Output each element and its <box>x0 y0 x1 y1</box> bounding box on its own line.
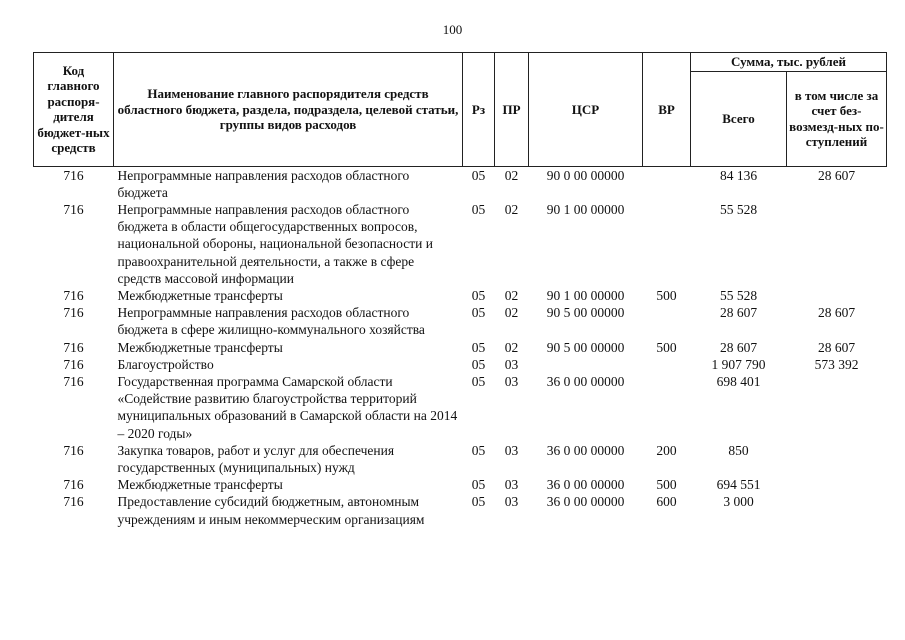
header-sum: Сумма, тыс. рублей <box>691 53 887 72</box>
table-row <box>34 201 887 287</box>
row-total: 3 000 <box>723 494 754 510</box>
row-code: 716 <box>63 477 84 493</box>
row-rz: 05 <box>471 494 486 510</box>
row-code: 716 <box>63 305 84 321</box>
row-name: Предоставление субсидий бюджетным, автономным учреждениям и иным некоммерческим организациям <box>117 494 425 527</box>
row-vr <box>643 304 691 338</box>
header-csr: ЦСР <box>529 53 643 167</box>
row-name: Благоустройство <box>117 356 214 372</box>
table-row <box>34 493 887 527</box>
row-csr <box>529 356 643 373</box>
row-name: Непрограммные направления расходов областного бюджета в сфере жилищно-коммунального хозяйства <box>117 305 425 338</box>
table-row <box>34 442 887 476</box>
row-name: Государственная программа Самарской области «Содействие развитию благоустройства территорий муниципальных образований в Самарской области на 2014 – 2020 годы» <box>117 373 458 441</box>
page-number: 100 <box>442 22 463 37</box>
header-pr: ПР <box>495 53 529 167</box>
row-csr: 36 0 00 00000 <box>546 442 625 458</box>
header-code: Код главного распоря-дителя бюджет-ных средств <box>34 53 114 167</box>
row-free: 573 392 <box>814 356 859 372</box>
table-row <box>34 287 887 304</box>
row-name: Межбюджетные трансферты <box>117 287 283 303</box>
row-code: 716 <box>63 442 84 458</box>
header-free: в том числе за счет без-возмезд-ных по-ступлений <box>787 71 887 166</box>
row-vr: 200 <box>656 442 677 458</box>
table-body <box>34 166 887 528</box>
row-free <box>787 373 887 442</box>
row-vr <box>643 356 691 373</box>
row-pr: 02 <box>504 305 519 321</box>
row-code: 716 <box>63 201 84 217</box>
header-vr: ВР <box>643 53 691 167</box>
table-row <box>34 373 887 442</box>
row-total: 850 <box>728 442 749 458</box>
row-rz: 05 <box>471 373 486 389</box>
row-name: Закупка товаров, работ и услуг для обеспечения государственных (муниципальных) нужд <box>117 442 395 475</box>
row-rz: 05 <box>471 201 486 217</box>
row-code: 716 <box>63 494 84 510</box>
row-name: Непрограммные направления расходов областного бюджета в области общегосударственных вопросов, национальной обороны, национальной безопасности и правоохранительной деятельности, а также в сфере средств массовой информации <box>117 201 433 286</box>
row-pr: 03 <box>504 442 519 458</box>
row-csr: 90 1 00 00000 <box>546 287 625 303</box>
row-pr: 03 <box>504 494 519 510</box>
header-name: Наименование главного распорядителя средств областного бюджета, раздела, подраздела, целевой статьи, группы видов расходов <box>114 53 463 167</box>
row-code: 716 <box>63 287 84 303</box>
row-csr: 90 1 00 00000 <box>546 201 625 217</box>
row-total: 55 528 <box>719 201 758 217</box>
row-rz: 05 <box>471 167 486 183</box>
row-vr: 500 <box>656 287 677 303</box>
row-name: Непрограммные направления расходов областного бюджета <box>117 167 410 200</box>
row-free <box>787 287 887 304</box>
row-name: Межбюджетные трансферты <box>117 477 283 493</box>
row-csr: 90 0 00 00000 <box>546 167 625 183</box>
row-total: 1 907 790 <box>711 356 766 372</box>
table-row <box>34 304 887 338</box>
row-pr: 02 <box>504 287 519 303</box>
row-total: 28 607 <box>719 305 758 321</box>
table-row <box>34 166 887 201</box>
row-code: 716 <box>63 356 84 372</box>
row-csr: 90 5 00 00000 <box>546 339 625 355</box>
row-vr <box>643 201 691 287</box>
row-rz: 05 <box>471 356 486 372</box>
row-pr: 03 <box>504 477 519 493</box>
row-free <box>787 476 887 493</box>
row-total: 84 136 <box>719 167 758 183</box>
table-row <box>34 339 887 356</box>
row-total: 55 528 <box>719 287 758 303</box>
row-free <box>787 493 887 527</box>
row-code: 716 <box>63 339 84 355</box>
row-total: 694 551 <box>716 477 761 493</box>
row-pr: 03 <box>504 373 519 389</box>
row-free: 28 607 <box>817 167 856 183</box>
row-pr: 03 <box>504 356 519 372</box>
row-rz: 05 <box>471 442 486 458</box>
row-free: 28 607 <box>817 305 856 321</box>
row-rz: 05 <box>471 477 486 493</box>
row-vr: 500 <box>656 477 677 493</box>
row-csr: 36 0 00 00000 <box>546 373 625 389</box>
table-header <box>34 53 887 167</box>
row-code: 716 <box>63 167 84 183</box>
row-free <box>787 442 887 476</box>
row-vr <box>643 373 691 442</box>
row-csr: 36 0 00 00000 <box>546 494 625 510</box>
row-csr: 36 0 00 00000 <box>546 477 625 493</box>
row-total: 28 607 <box>719 339 758 355</box>
row-free <box>787 201 887 287</box>
row-pr: 02 <box>504 201 519 217</box>
row-rz: 05 <box>471 287 486 303</box>
row-rz: 05 <box>471 339 486 355</box>
row-rz: 05 <box>471 305 486 321</box>
row-code: 716 <box>63 373 84 389</box>
row-vr: 500 <box>656 339 677 355</box>
row-csr: 90 5 00 00000 <box>546 305 625 321</box>
row-vr: 600 <box>656 494 677 510</box>
row-free: 28 607 <box>817 339 856 355</box>
table-row <box>34 356 887 373</box>
row-pr: 02 <box>504 167 519 183</box>
header-rz: Рз <box>463 53 495 167</box>
header-total: Всего <box>691 71 787 166</box>
row-pr: 02 <box>504 339 519 355</box>
row-vr <box>643 166 691 201</box>
row-name: Межбюджетные трансферты <box>117 339 283 355</box>
budget-table <box>33 52 887 528</box>
table-row <box>34 476 887 493</box>
row-total: 698 401 <box>716 373 761 389</box>
